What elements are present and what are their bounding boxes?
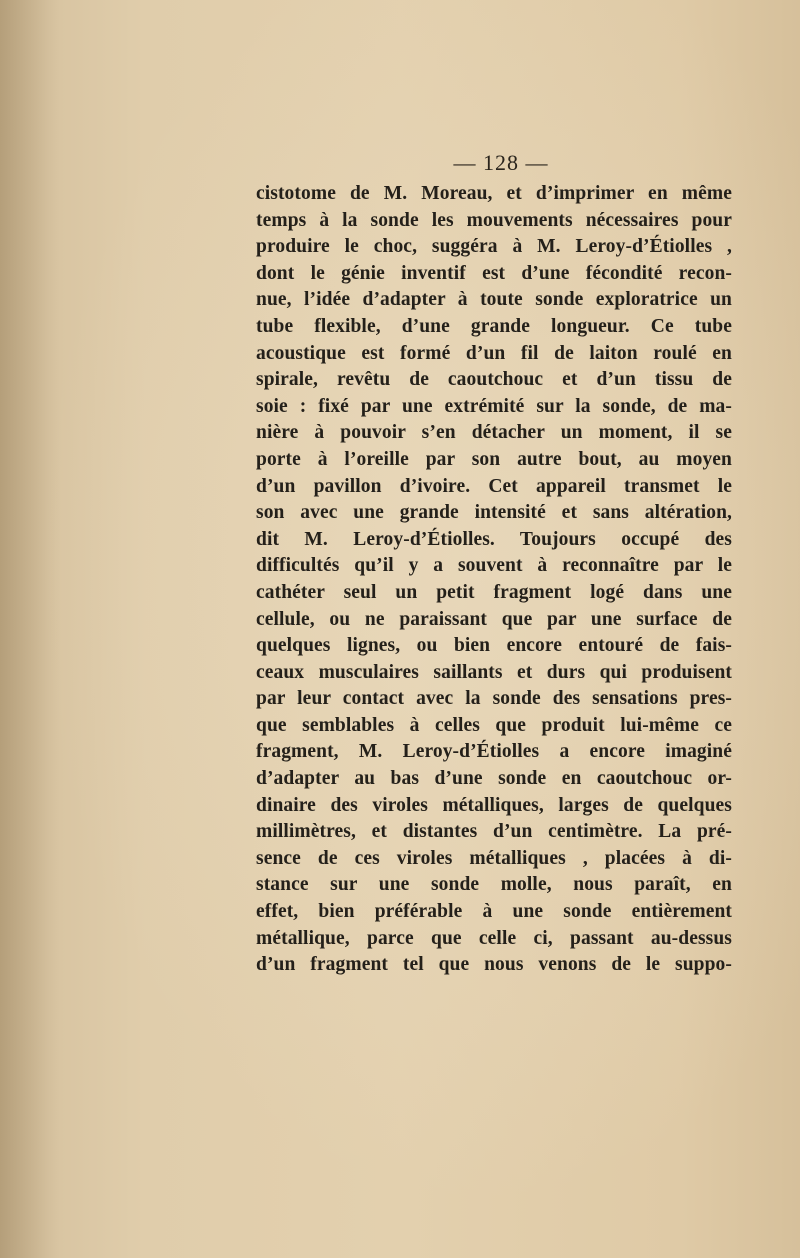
text-line: temps à la sonde les mouvements nécessaires pour <box>256 209 732 231</box>
text-line: son avec une grande intensité et sans altération, <box>256 502 732 524</box>
text-line: stance sur une sonde molle, nous paraît, en <box>256 874 732 896</box>
text-line: d’adapter au bas d’une sonde en caoutchouc or- <box>256 768 732 790</box>
text-line: métallique, parce que celle ci, passant au-dessus <box>256 927 732 949</box>
page-number: — 128 — <box>453 150 549 175</box>
page-gutter-shadow <box>0 0 60 1258</box>
text-line: spirale, revêtu de caoutchouc et d’un tissu de <box>256 369 732 391</box>
text-line: dinaire des viroles métalliques, larges de quelques <box>256 794 732 816</box>
text-line: cistotome de M. Moreau, et d’imprimer en même <box>256 183 732 204</box>
text-line: cellule, ou ne paraissant que par une surface de <box>256 608 732 630</box>
text-line: dit M. Leroy-d’Étiolles. Toujours occupé des <box>256 528 732 550</box>
text-line: millimètres, et distantes d’un centimètre. La pré- <box>256 821 732 843</box>
text-line: nue, l’idée d’adapter à toute sonde exploratrice un <box>256 289 732 311</box>
text-line: tube flexible, d’une grande longueur. Ce tube <box>256 315 732 337</box>
text-line: acoustique est formé d’un fil de laiton roulé en <box>256 342 732 364</box>
text-line: nière à pouvoir s’en détacher un moment, il se <box>256 422 732 444</box>
text-line: que semblables à celles que produit lui-même ce <box>256 714 732 736</box>
text-line: ceaux musculaires saillants et durs qui produisent <box>256 661 732 683</box>
text-line: d’un fragment tel que nous venons de le suppo- <box>256 954 732 976</box>
text-line: cathéter seul un petit fragment logé dans une <box>256 581 732 603</box>
text-line: produire le choc, suggéra à M. Leroy-d’Étiolles , <box>256 236 732 258</box>
text-line: dont le génie inventif est d’une fécondité recon- <box>256 262 732 284</box>
text-line: par leur contact avec la sonde des sensations pres- <box>256 688 732 710</box>
text-line: sence de ces viroles métalliques , placées à di- <box>256 847 732 869</box>
text-line: fragment, M. Leroy-d’Étiolles a encore imaginé <box>256 741 732 763</box>
text-line: porte à l’oreille par son autre bout, au moyen <box>256 448 732 470</box>
text-line: soie : fixé par une extrémité sur la sonde, de ma- <box>256 395 732 417</box>
body-text <box>256 181 732 979</box>
text-line: quelques lignes, ou bien encore entouré de fais- <box>256 635 732 657</box>
text-line: difficultés qu’il y a souvent à reconnaître par le <box>256 555 732 577</box>
text-line: effet, bien préférable à une sonde entièrement <box>256 901 732 923</box>
text-line: d’un pavillon d’ivoire. Cet appareil transmet le <box>256 475 732 497</box>
